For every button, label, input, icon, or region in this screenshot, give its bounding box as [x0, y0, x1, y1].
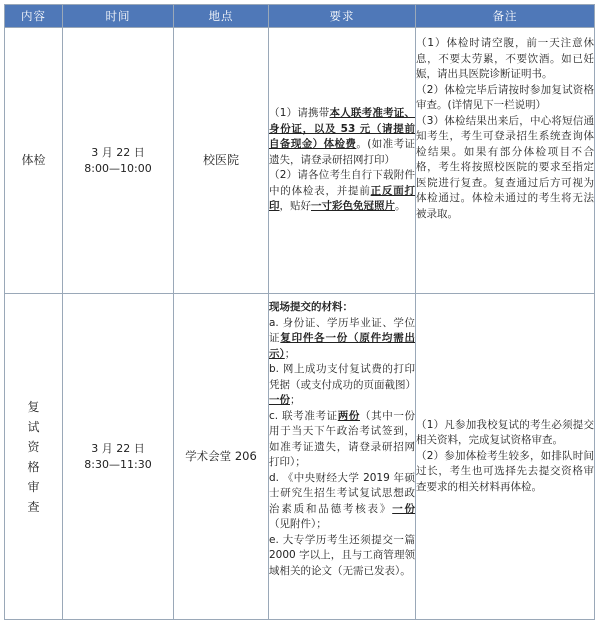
paragraph — [416, 449, 594, 496]
paragraph — [416, 418, 594, 449]
cell-place — [174, 28, 269, 294]
row2-req-list — [269, 316, 415, 580]
cell-content — [5, 294, 63, 620]
paragraph — [416, 83, 594, 114]
text-run: （1）请携带 — [269, 107, 330, 120]
row1-content: 体检 — [21, 153, 46, 167]
text-run: ； — [284, 347, 296, 360]
emphasis-text: 两份 — [337, 409, 360, 422]
row2-time: 8:30—11:30 — [84, 457, 152, 471]
text-run: （2）请各位考生自行下载附件中的体检表，并提前 — [269, 169, 415, 197]
row2-req-title: 现场提交的材料： — [269, 301, 353, 313]
row2-content: 复试资格审查 — [27, 399, 40, 514]
table-row-physical-exam — [5, 28, 595, 294]
text-run: b. 网上成功支付复试费的打印凭据（或支付成功的页面截图） — [269, 363, 416, 391]
paragraph — [269, 533, 415, 580]
text-run: ，贴好 — [279, 200, 311, 213]
text-run: a. 身份证、学历毕业证、学位证 — [269, 316, 415, 344]
emphasis-text: 一寸彩色免冠照片 — [311, 200, 395, 213]
text-run: （2）参加体检考生较多，如排队时间过长，考生也可选择先去提交资格审查要求的相关材料再体检。 — [416, 449, 594, 493]
header-time: 时间 — [63, 5, 174, 28]
paragraph — [269, 409, 415, 471]
text-run: （2）体检完毕后请按时参加复试资格审查。(详情见下一栏说明） — [416, 83, 594, 111]
text-run: c. 联考准考证 — [269, 409, 338, 422]
emphasis-text: 一份 — [269, 394, 290, 406]
table-row-qualification-review — [5, 294, 595, 620]
text-run: （3）体检结果出来后，中心将短信通知考生，考生可登录招生系统查询体检结果。如果有部分体检项目不合格，考生将按照校医院的要求至指定医院进行复查。复查通过后方可视为体检通过。体检未通过的考生将无法被录取。 — [416, 114, 594, 220]
paragraph — [269, 316, 415, 363]
emphasis-text: 本人联考准考证、身份证，以及 53 元（请提前自备现金）体检费 — [269, 107, 415, 151]
cell-notes — [416, 294, 595, 620]
text-run: 。 — [395, 200, 406, 213]
text-run: （见附件）； — [269, 518, 327, 530]
cell-place — [174, 294, 269, 620]
row2-date: 3 月 22 日 — [91, 441, 145, 455]
header-notes: 备注 — [416, 5, 595, 28]
cell-requirements — [269, 294, 416, 620]
emphasis-text: 一份 — [392, 502, 416, 515]
cell-requirements — [269, 28, 416, 294]
emphasis-text: 复印件各一份（原件均需出示） — [269, 332, 416, 360]
paragraph — [416, 36, 594, 83]
schedule-table — [4, 4, 595, 620]
paragraph — [269, 362, 415, 409]
cell-content — [5, 28, 63, 294]
text-run: （1）体检时请空腹，前一天注意休息，不要太劳累，不要饮酒。如已妊娠，请出具医院诊断证明书。 — [416, 37, 594, 80]
text-run: e. 大专学历考生还须提交一篇 2000 字以上，且与工商管理领域相关的论文（无需已发表）。 — [269, 533, 415, 577]
header-content: 内容 — [5, 5, 63, 28]
paragraph — [416, 114, 594, 223]
text-run: （其中一份用于当天下午政治考试签到，如准考证遗失，请登录研招网打印）； — [269, 409, 416, 468]
row2-notes-list — [416, 418, 594, 496]
row1-time: 8:00—10:00 — [84, 161, 152, 175]
paragraph — [269, 471, 415, 533]
text-run: ； — [290, 394, 301, 406]
header-place: 地点 — [174, 5, 269, 28]
row2-place: 学术会堂 206 — [185, 449, 257, 463]
paragraph — [269, 106, 415, 168]
text-run: d. 《中央财经大学 2019 年硕士研究生招生考试复试思想政治素质和品德考核表》 — [269, 471, 415, 515]
row1-date: 3 月 22 日 — [91, 145, 145, 159]
header-requirements: 要求 — [269, 5, 416, 28]
cell-time — [63, 28, 174, 294]
emphasis-text: 正反面打印 — [269, 184, 415, 213]
row1-place: 校医院 — [202, 153, 239, 167]
text-run: 。(如准考证遗失，请登录研招网打印） — [269, 138, 415, 166]
paragraph — [269, 168, 415, 215]
cell-notes — [416, 28, 595, 294]
text-run: （1）凡参加我校复试的考生必须提交相关资料，完成复试资格审查。 — [416, 418, 594, 447]
cell-time — [63, 294, 174, 620]
row1-req-list — [269, 106, 415, 215]
table-header-row — [5, 5, 595, 28]
row1-notes-list — [416, 36, 594, 222]
